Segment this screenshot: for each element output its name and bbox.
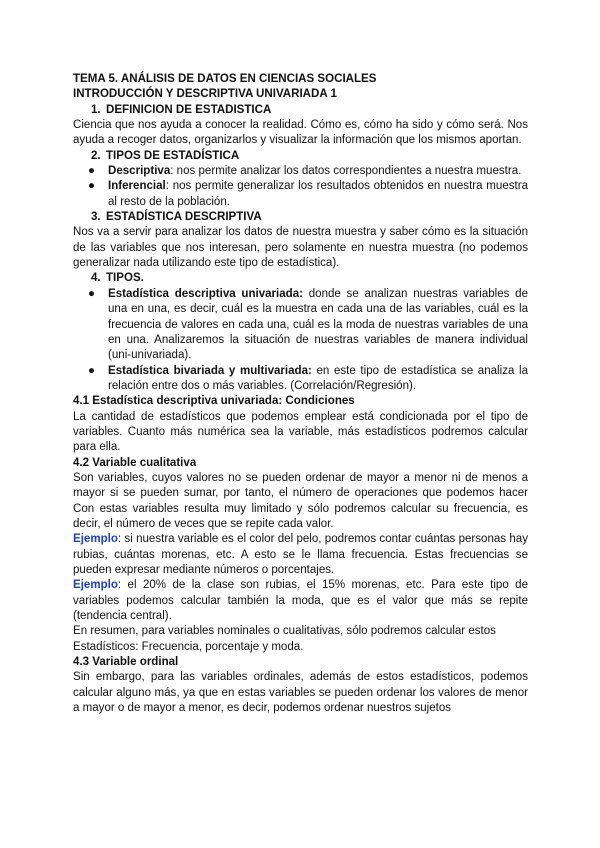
- section-number: 4.: [91, 272, 101, 285]
- list-item-term: Inferencial: [108, 180, 166, 193]
- example-text: : el 20% de la clase son rubias, el 15% morenas, etc. Para este tipo de variables podemos calcular también la moda, que es el valor que más se repite (tendencia central).: [73, 579, 528, 623]
- subsection-heading-4-2: 4.2 Variable cualitativa: [73, 456, 197, 469]
- section-number: 1.: [91, 103, 101, 116]
- list-item-text: [108, 287, 528, 364]
- definition-paragraph: Ciencia que nos ayuda a conocer la realidad. Cómo es, cómo ha sido y cómo será. Nos ayuda a recoger datos, organizarlos y visualizar la información que los mismos aportan.: [73, 119, 528, 147]
- list-item-description: : nos permite generalizar los resultados obtenidos en nuestra muestra al resto de la población.: [108, 180, 528, 208]
- document-page: [73, 72, 528, 716]
- list-item-term: Estadística bivariada y multivariada:: [108, 364, 312, 377]
- list-item-text: [108, 179, 528, 210]
- conditions-paragraph: La cantidad de estadísticos que podemos emplear está condicionada por el tipo de variables. Cuanto más numérica sea la variable, más estadísticos podremos calcular para ella.: [73, 410, 528, 454]
- section-title: ESTADÍSTICA DESCRIPTIVA: [106, 211, 262, 224]
- subsection-heading-4-1: 4.1 Estadística descriptiva univariada: Condiciones: [73, 395, 355, 408]
- descriptive-paragraph: Nos va a servir para analizar los datos de nuestra muestra y saber cómo es la situación de las variables que nos interesan, pero solamente en nuestra muestra (no podemos generalizar nada utilizando este tipo de estadística).: [73, 226, 528, 270]
- example-label: Ejemplo: [73, 579, 118, 592]
- bullet-icon: ●: [88, 364, 95, 377]
- example-label: Ejemplo: [73, 533, 118, 546]
- list-item-inferencial: [73, 179, 528, 210]
- bullet-icon: ●: [88, 180, 95, 193]
- bullet-icon: ●: [88, 165, 95, 178]
- section-number: 3.: [91, 211, 101, 224]
- list-item-description: donde se analizan nuestras variables de una en una, es decir, cuál es la muestra en cada una de las variables, cuál es la frecuencia de valores en cada una, cuál es la moda de nuestras variables de una en una. Analizaremos la situación de nuestras variables de manera individual (uni-univariada).: [108, 287, 528, 362]
- list-item-text: [108, 164, 528, 179]
- section-title: TIPOS.: [106, 272, 144, 285]
- section-heading-3: [73, 210, 528, 225]
- list-item-text: [108, 364, 528, 395]
- list-item-description: en este tipo de estadística se analiza la relación entre dos o más variables. (Correlación/Regresión).: [108, 364, 528, 392]
- document-title-line-1: TEMA 5. ANÁLISIS DE DATOS EN CIENCIAS SOCIALES: [73, 73, 377, 85]
- ordinal-paragraph: Sin embargo, para las variables ordinales, además de estos estadísticos, podemos calcular alguno más, ya que en estas variables se pueden ordenar los valores de menor a mayor o de mayor a menor, es decir, podemos ordenar nuestros sujetos: [73, 671, 528, 715]
- example-paragraph-2: [73, 578, 528, 624]
- document-title-line-2: INTRODUCCIÓN Y DESCRIPTIVA UNIVARIADA 1: [73, 88, 337, 101]
- list-item-descriptiva: [73, 164, 528, 179]
- section-heading-4: [73, 271, 528, 286]
- list-item-term: Estadística descriptiva univariada:: [108, 287, 303, 300]
- summary-line-1: En resumen, para variables nominales o cualitativas, sólo podremos calcular estos: [73, 625, 496, 638]
- section-title: TIPOS DE ESTADÍSTICA: [106, 149, 240, 162]
- section-heading-2: [73, 149, 528, 164]
- qualitative-paragraph: Son variables, cuyos valores no se pueden ordenar de mayor a menor ni de menos a mayor si se pueden sumar, por tanto, el número de operaciones que podemos hacer Con estas variables resulta muy limitado y sólo podremos calcular su frecuencia, es decir, el número de veces que se repite cada valor.: [73, 471, 528, 530]
- summary-line-2: Estadísticos: Frecuencia, porcentaje y moda.: [73, 640, 304, 653]
- bullet-icon: ●: [88, 287, 95, 300]
- section-title: DEFINICION DE ESTADISTICA: [106, 103, 272, 116]
- list-item-univariada: [73, 287, 528, 364]
- list-item-term: Descriptiva: [108, 165, 171, 178]
- list-item-description: : nos permite analizar los datos correspondientes a nuestra muestra.: [170, 165, 522, 178]
- section-heading-1: [73, 103, 528, 118]
- subsection-heading-4-3: 4.3 Variable ordinal: [73, 656, 179, 669]
- list-item-bivariada: [73, 364, 528, 395]
- example-text: : si nuestra variable es el color del pelo, podremos contar cuántas personas hay rubias, cuántas morenas, etc. A esto se le llama frecuencia. Estas frecuencias se pueden expresar mediante números o porcentajes.: [73, 533, 528, 576]
- example-paragraph-1: [73, 532, 528, 578]
- section-number: 2.: [91, 149, 101, 162]
